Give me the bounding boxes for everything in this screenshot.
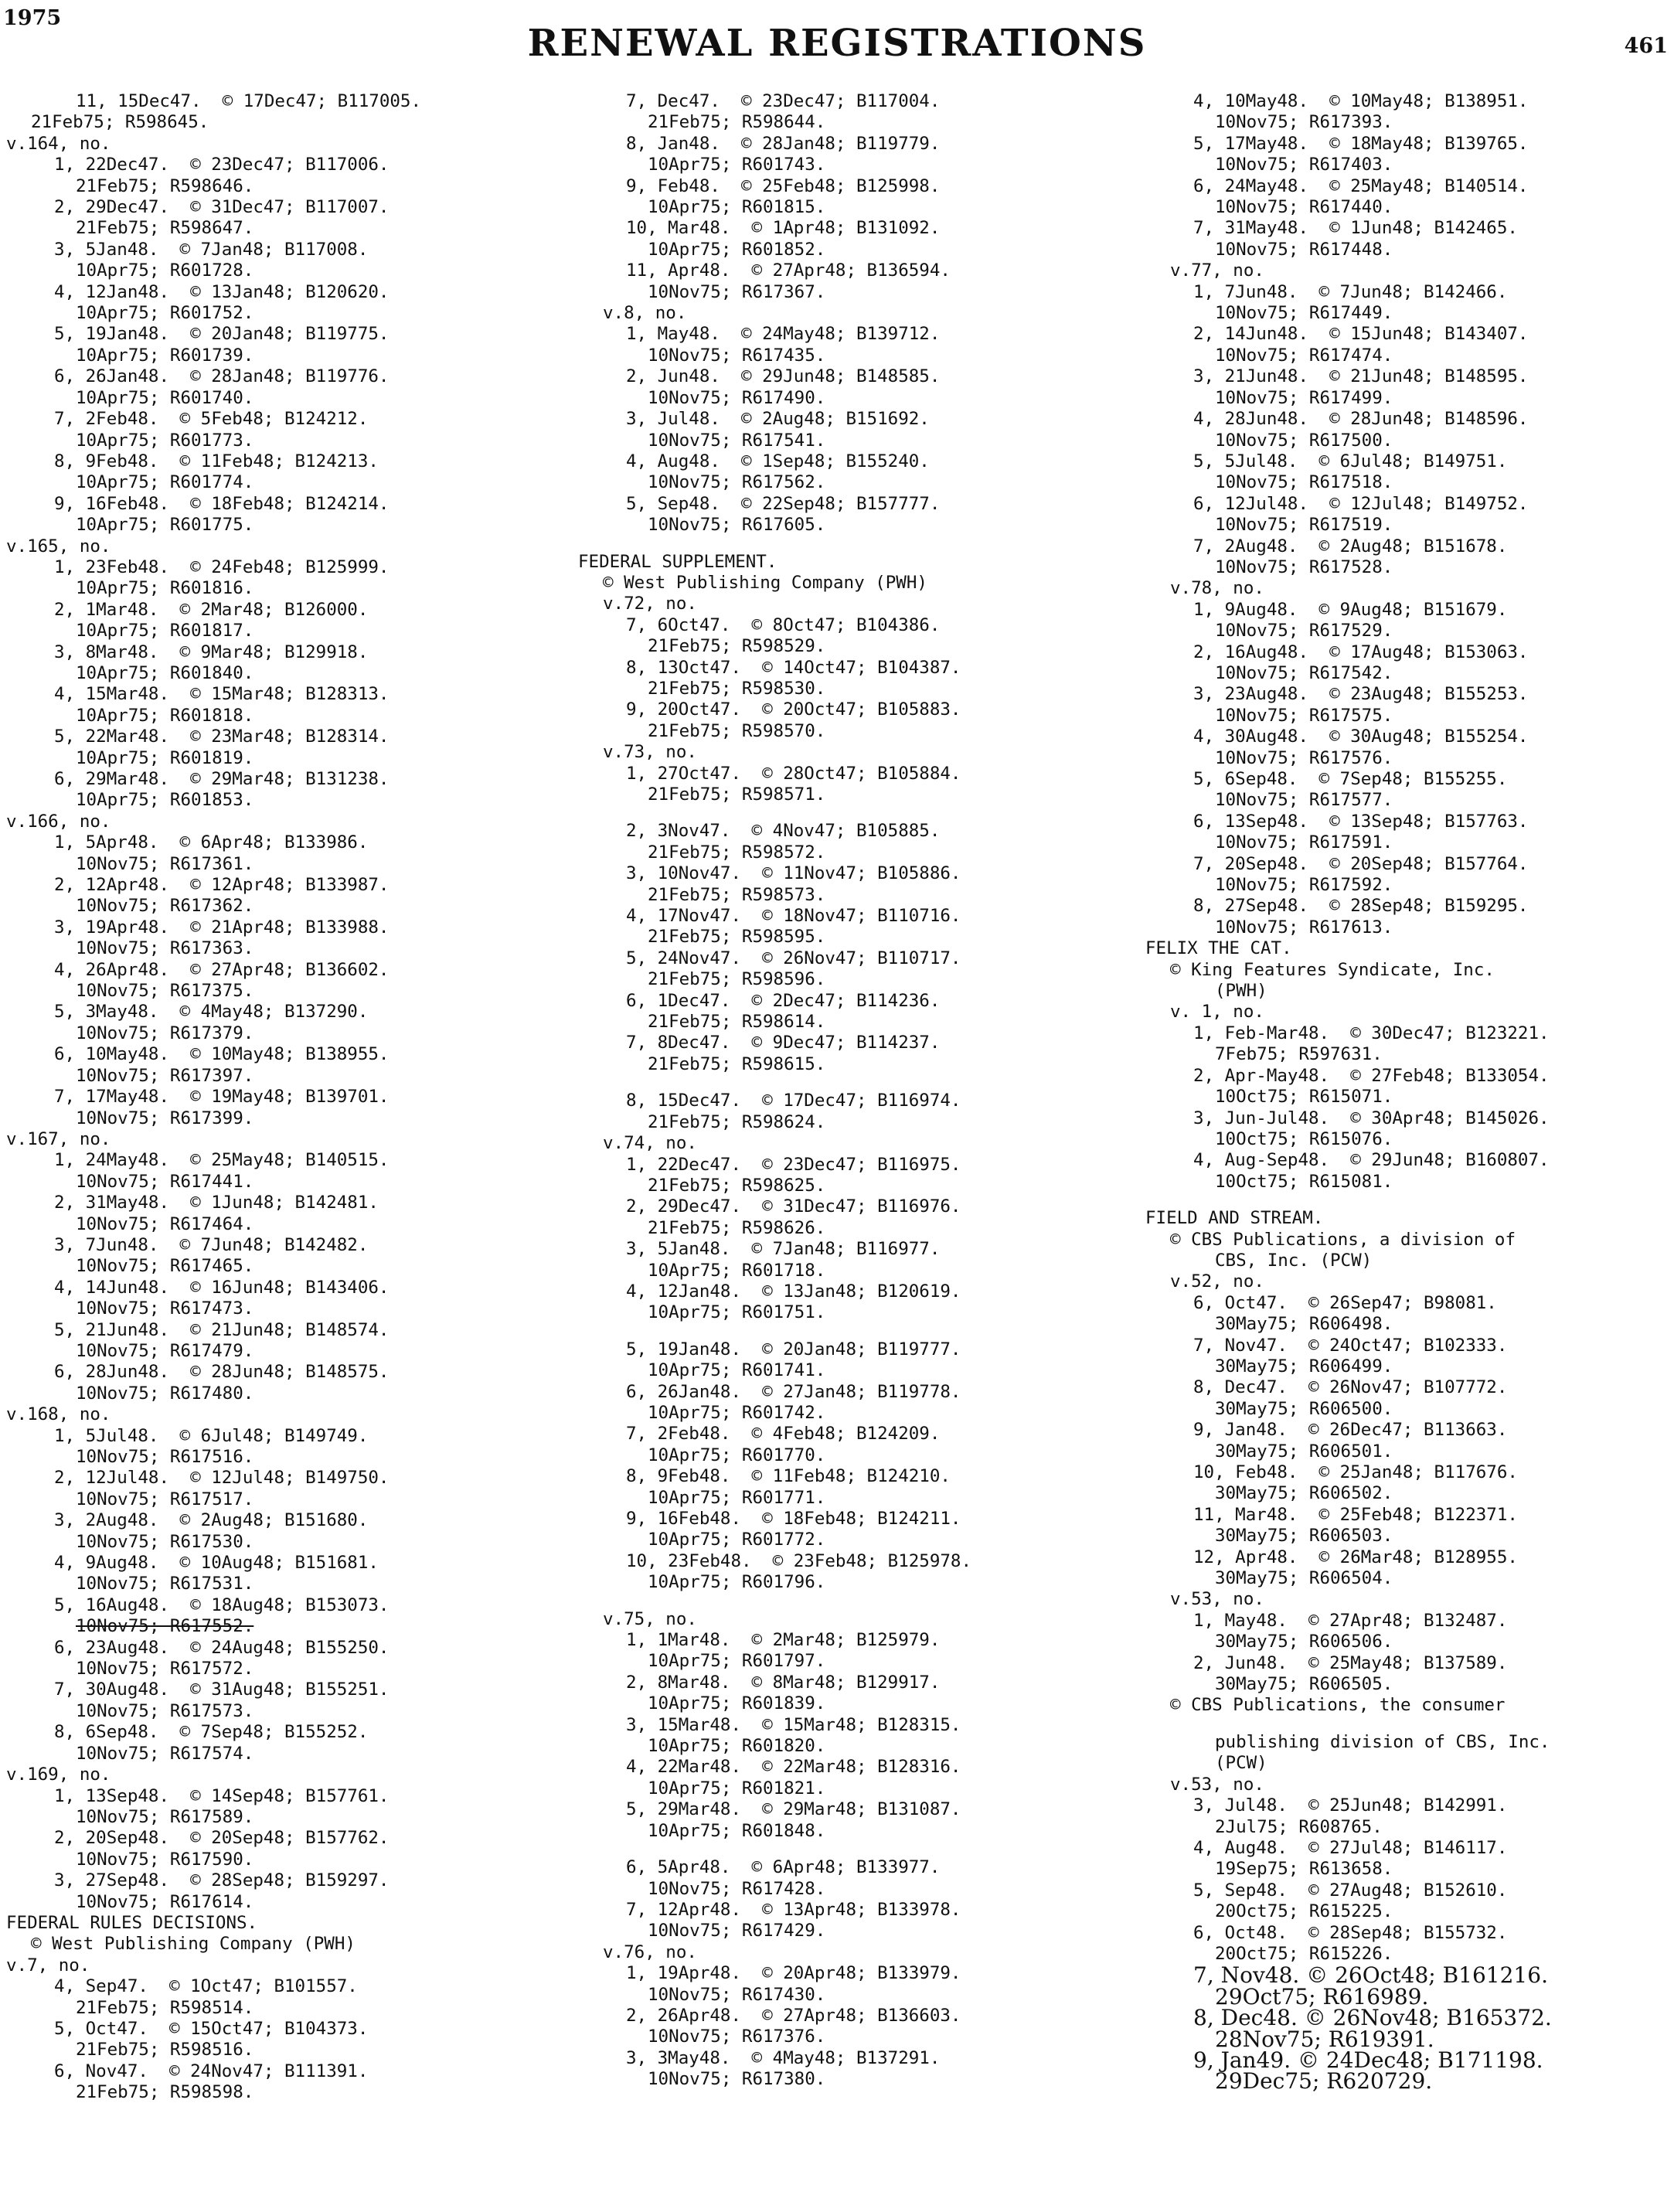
entry-line: 10Nov75; R617490. [648, 387, 826, 408]
entry-line: v. 1, no. [1170, 1002, 1264, 1023]
entry-line: 10Nov75; R617562. [648, 472, 826, 493]
entry-line: 21Feb75; R598529. [648, 636, 826, 657]
entry-line: 2, 20Sep48. © 20Sep48; B157762. [54, 1828, 390, 1849]
entry-line: v.52, no. [1170, 1271, 1264, 1292]
entry-line: 10Apr75; R601797. [648, 1651, 826, 1672]
entry-line: 4, 30Aug48. © 30Aug48; B155254. [1193, 727, 1529, 747]
entry-line: 10Apr75; R601773. [76, 430, 254, 451]
entry-line: 1, 23Feb48. © 24Feb48; B125999. [54, 556, 390, 577]
entry-line: 6, Nov47. © 24Nov47; B111391. [54, 2061, 369, 2081]
entry-line: 10Nov75; R617380. [648, 2069, 826, 2090]
entry-line: 10Nov75; R617577. [1215, 790, 1393, 811]
entry-line: 2, 14Jun48. © 15Jun48; B143407. [1193, 324, 1529, 345]
entry-line: 7, Nov48. © 26Oct48; B161216. [1193, 1962, 1548, 1989]
entry-line: 21Feb75; R598530. [648, 678, 826, 699]
entry-line: 10Nov75; R617572. [76, 1659, 254, 1679]
entry-line: 5, Oct47. © 15Oct47; B104373. [54, 2018, 369, 2039]
entry-line: 1, 24May48. © 25May48; B140515. [54, 1150, 390, 1171]
entry-line: 4, 22Mar48. © 22Mar48; B128316. [626, 1757, 961, 1778]
entry-line: 1, 5Apr48. © 6Apr48; B133986. [54, 832, 369, 853]
entry-line: v.53, no. [1170, 1589, 1264, 1610]
entry-line: 10Nov75; R617589. [76, 1806, 254, 1827]
entry-line: 12, Apr48. © 26Mar48; B128955. [1193, 1547, 1518, 1567]
entry-line: 3, 19Apr48. © 21Apr48; B133988. [54, 917, 390, 938]
entry-line: 3, Jul48. © 2Aug48; B151692. [626, 409, 930, 430]
entry-line: 3, Jun-Jul48. © 30Apr48; B145026. [1193, 1108, 1550, 1128]
entry-line: CBS, Inc. (PCW) [1215, 1250, 1373, 1271]
entry-line: 20Oct75; R615226. [1215, 1943, 1393, 1964]
entry-line: v.169, no. [6, 1764, 111, 1785]
entry-line: 21Feb75; R598570. [648, 720, 826, 741]
entry-line: 21Feb75; R598596. [648, 969, 826, 990]
entry-line: 10Nov75; R617429. [648, 1921, 826, 1941]
entry-line: 10Nov75; R617474. [1215, 345, 1393, 366]
entry-line: 7Feb75; R597631. [1215, 1044, 1383, 1065]
entry-line: 30May75; R606501. [1215, 1441, 1393, 1462]
entry-line: 6, 26Jan48. © 28Jan48; B119776. [54, 366, 390, 387]
entry-line: v.76, no. [603, 1941, 697, 1962]
entry-line: 3, 10Nov47. © 11Nov47; B105886. [626, 863, 961, 884]
entry-line: v.74, no. [603, 1133, 697, 1154]
entry-line: 10Apr75; R601816. [76, 578, 254, 599]
entry-line: 4, 26Apr48. © 27Apr48; B136602. [54, 959, 390, 980]
entry-line: 4, Aug-Sep48. © 29Jun48; B160807. [1193, 1150, 1550, 1171]
entry-line: 10Apr75; R601740. [76, 387, 254, 408]
entry-line: 30May75; R606500. [1215, 1398, 1393, 1419]
entry-line: 21Feb75; R598572. [648, 842, 826, 863]
entry-line: 10, 23Feb48. © 23Feb48; B125978. [626, 1550, 972, 1571]
entry-line: 21Feb75; R598598. [76, 2082, 254, 2103]
entry-line: 6, Oct47. © 26Sep47; B98081. [1193, 1292, 1497, 1313]
entry-line: 30May75; R606504. [1215, 1568, 1393, 1589]
entry-line: 6, Oct48. © 28Sep48; B155732. [1193, 1922, 1508, 1943]
entry-line: 10Apr75; R601774. [76, 472, 254, 493]
entry-line: 4, 10May48. © 10May48; B138951. [1193, 91, 1529, 111]
entry-line: 8, 15Dec47. © 17Dec47; B116974. [626, 1091, 961, 1111]
entry-line: 7, 31May48. © 1Jun48; B142465. [1193, 218, 1518, 239]
entry-line: 6, 12Jul48. © 12Jul48; B149752. [1193, 493, 1529, 514]
entry-line: 10Nov75; R617361. [76, 853, 254, 874]
entry-line: 2, 29Dec47. © 31Dec47; B116976. [626, 1196, 961, 1217]
entry-line: 10, Mar48. © 1Apr48; B131092. [626, 218, 941, 239]
entry-line: 3, 5Jan48. © 7Jan48; B116977. [626, 1239, 941, 1260]
entry-line: 7, 6Oct47. © 8Oct47; B104386. [626, 614, 941, 635]
entry-line: 10Nov75; R617449. [1215, 303, 1393, 324]
entry-line: v.164, no. [6, 133, 111, 154]
entry-line: v.7, no. [6, 1955, 90, 1975]
entry-line: 7, 2Aug48. © 2Aug48; B151678. [1193, 536, 1508, 556]
entry-line: 10Nov75; R617519. [1215, 515, 1393, 536]
entry-line: 10Nov75; R617428. [648, 1878, 826, 1899]
entry-line: 10Nov75; R617542. [1215, 662, 1393, 683]
entry-line: FEDERAL SUPPLEMENT. [578, 551, 777, 572]
entry-line: 10Nov75; R617530. [76, 1531, 254, 1552]
entry-line: 5, Sep48. © 27Aug48; B152610. [1193, 1880, 1508, 1901]
entry-line: 10Nov75; R617375. [76, 981, 254, 1002]
entry-line: 3, Jul48. © 25Jun48; B142991. [1193, 1795, 1508, 1816]
entry-line: 21Feb75; R598645. [31, 112, 209, 133]
entry-line: 4, Aug48. © 27Jul48; B146117. [1193, 1837, 1508, 1858]
entry-line: 10Apr75; R601839. [648, 1693, 826, 1714]
entry-line: 4, 9Aug48. © 10Aug48; B151681. [54, 1553, 379, 1574]
entry-line: 8, 27Sep48. © 28Sep48; B159295. [1193, 896, 1529, 917]
page-title: RENEWAL REGISTRATIONS [527, 22, 1147, 65]
entry-line: 5, Sep48. © 22Sep48; B157777. [626, 493, 941, 514]
entry-line: 30May75; R606498. [1215, 1314, 1393, 1335]
entry-line: 1, 5Jul48. © 6Jul48; B149749. [54, 1425, 369, 1446]
entry-line: 10Nov75; R617590. [76, 1849, 254, 1870]
entry-line: 10Apr75; R601840. [76, 662, 254, 683]
entry-line: 3, 15Mar48. © 15Mar48; B128315. [626, 1714, 961, 1735]
entry-line: 10Nov75; R617573. [76, 1700, 254, 1721]
entry-line: 10Nov75; R617379. [76, 1023, 254, 1043]
entry-line: v.78, no. [1170, 578, 1264, 599]
entry-line: 30May75; R606499. [1215, 1356, 1393, 1377]
text-column-left [6, 91, 570, 2212]
entry-line: v.166, no. [6, 811, 111, 832]
entry-line: 10Apr75; R601848. [648, 1820, 826, 1841]
entry-line: 10Nov75; R617517. [76, 1489, 254, 1509]
entry-line: 3, 27Sep48. © 28Sep48; B159297. [54, 1870, 390, 1891]
entry-line: 2, 12Jul48. © 12Jul48; B149750. [54, 1468, 390, 1489]
entry-line: 6, 28Jun48. © 28Jun48; B148575. [54, 1362, 390, 1383]
entry-line: 5, 16Aug48. © 18Aug48; B153073. [54, 1594, 390, 1615]
entry-line: 2, 26Apr48. © 27Apr48; B136603. [626, 2005, 961, 2026]
entry-line: 10Nov75; R617465. [76, 1256, 254, 1277]
entry-line: v.165, no. [6, 536, 111, 556]
entry-line: 7, Dec47. © 23Dec47; B117004. [626, 91, 941, 111]
entry-line: 3, 21Jun48. © 21Jun48; B148595. [1193, 366, 1529, 387]
entry-line: 2Jul75; R608765. [1215, 1816, 1383, 1837]
entry-line: 10Nov75; R617363. [76, 938, 254, 959]
entry-line: 19Sep75; R613658. [1215, 1859, 1393, 1880]
entry-line: © CBS Publications, a division of [1170, 1229, 1516, 1250]
entry-line: 10Oct75; R615081. [1215, 1171, 1393, 1192]
entry-line: 3, 5Jan48. © 7Jan48; B117008. [54, 239, 369, 260]
entry-line: 10Nov75; R617403. [1215, 155, 1393, 175]
entry-line: 8, 13Oct47. © 14Oct47; B104387. [626, 657, 961, 678]
entry-line: 21Feb75; R598647. [76, 218, 254, 239]
entry-line: 10Nov75; R617614. [76, 1891, 254, 1912]
entry-line: 10Nov75; R617516. [76, 1447, 254, 1467]
entry-line: 2, 16Aug48. © 17Aug48; B153063. [1193, 641, 1529, 662]
entry-line: 6, 29Mar48. © 29Mar48; B131238. [54, 769, 390, 789]
entry-line: 10Apr75; R601741. [648, 1360, 826, 1381]
entry-line: 10Nov75; R617376. [648, 2027, 826, 2047]
entry-line: 2, Jun48. © 25May48; B137589. [1193, 1652, 1508, 1673]
entry-line: 11, Apr48. © 27Apr48; B136594. [626, 260, 951, 281]
entry-line: 4, 15Mar48. © 15Mar48; B128313. [54, 684, 390, 705]
entry-line: 5, 29Mar48. © 29Mar48; B131087. [626, 1799, 961, 1820]
entry-line: 30May75; R606505. [1215, 1674, 1393, 1695]
entry-line: 10Apr75; R601739. [76, 345, 254, 366]
entry-line: 9, 16Feb48. © 18Feb48; B124211. [626, 1509, 961, 1529]
entry-line: 2, 31May48. © 1Jun48; B142481. [54, 1193, 379, 1213]
entry-line: 2, Jun48. © 29Jun48; B148585. [626, 366, 941, 387]
entry-line: © West Publishing Company (PWH) [31, 1934, 356, 1955]
entry-line: 21Feb75; R598646. [76, 175, 254, 196]
entry-line: v.167, no. [6, 1128, 111, 1149]
entry-line: 4, 12Jan48. © 13Jan48; B120619. [626, 1281, 961, 1302]
entry-line: 21Feb75; R598514. [76, 1997, 254, 2018]
entry-line: v.77, no. [1170, 260, 1264, 281]
entry-line: 10Nov75; R617393. [1215, 112, 1393, 133]
entry-line: 2, 1Mar48. © 2Mar48; B126000. [54, 599, 369, 620]
entry-line: 6, 26Jan48. © 27Jan48; B119778. [626, 1381, 961, 1402]
entry-line: 6, 23Aug48. © 24Aug48; B155250. [54, 1637, 390, 1658]
entry-line: 10Nov75; R617552. [76, 1616, 254, 1637]
entry-line: © CBS Publications, the consumer [1170, 1695, 1506, 1716]
entry-line: 2, 29Dec47. © 31Dec47; B117007. [54, 197, 390, 218]
entry-line: 21Feb75; R598595. [648, 927, 826, 948]
entry-line: 4, 17Nov47. © 18Nov47; B110716. [626, 906, 961, 927]
text-column-middle [578, 91, 1142, 2212]
entry-line: 5, 17May48. © 18May48; B139765. [1193, 133, 1529, 154]
entry-line: 10Nov75; R617613. [1215, 917, 1393, 938]
entry-line: 3, 7Jun48. © 7Jun48; B142482. [54, 1234, 369, 1255]
entry-line: 29Dec75; R620729. [1215, 2068, 1433, 2095]
entry-line: 10Nov75; R617440. [1215, 197, 1393, 218]
entry-line: 2, Apr-May48. © 27Feb48; B133054. [1193, 1065, 1550, 1086]
entry-line: 9, Feb48. © 25Feb48; B125998. [626, 175, 941, 196]
entry-line: v.53, no. [1170, 1774, 1264, 1795]
entry-line: 10Nov75; R617362. [76, 896, 254, 917]
entry-line: FELIX THE CAT. [1145, 938, 1292, 959]
entry-line: 10Nov75; R617529. [1215, 621, 1393, 641]
entry-line: 9, 16Feb48. © 18Feb48; B124214. [54, 493, 390, 514]
entry-line: v.73, no. [603, 742, 697, 763]
page-year: 1975 [3, 6, 62, 30]
entry-line: 7, 20Sep48. © 20Sep48; B157764. [1193, 853, 1529, 874]
entry-line: 1, 22Dec47. © 23Dec47; B116975. [626, 1154, 961, 1175]
entry-line: 10Oct75; R615076. [1215, 1128, 1393, 1149]
entry-line: 10Apr75; R601819. [76, 747, 254, 768]
entry-line: 10Nov75; R617576. [1215, 747, 1393, 768]
entry-line: 10Nov75; R617399. [76, 1108, 254, 1128]
entry-line: 10Apr75; R601770. [648, 1445, 826, 1465]
entry-line: 8, Dec48. © 26Nov48; B165372. [1193, 2005, 1552, 2031]
entry-line: 1, Feb-Mar48. © 30Dec47; B123221. [1193, 1023, 1550, 1043]
entry-line: 10Apr75; R601728. [76, 260, 254, 281]
entry-line: 6, 1Dec47. © 2Dec47; B114236. [626, 990, 941, 1011]
entry-line: 3, 8Mar48. © 9Mar48; B129918. [54, 641, 369, 662]
entry-line: 10Apr75; R601820. [648, 1736, 826, 1757]
entry-line: 5, 22Mar48. © 23Mar48; B128314. [54, 727, 390, 747]
entry-line: 5, 3May48. © 4May48; B137290. [54, 1002, 369, 1023]
entry-line: 21Feb75; R598624. [648, 1111, 826, 1132]
entry-line: 10, Feb48. © 25Jan48; B117676. [1193, 1462, 1518, 1482]
entry-line: v.72, no. [603, 594, 697, 614]
entry-line: 4, 12Jan48. © 13Jan48; B120620. [54, 281, 390, 302]
entry-line: 21Feb75; R598516. [76, 2040, 254, 2061]
entry-line: 10Apr75; R601821. [648, 1778, 826, 1799]
entry-line: v.8, no. [603, 303, 687, 324]
entry-line: 10Apr75; R601852. [648, 239, 826, 260]
entry-line: 10Nov75; R617430. [648, 1984, 826, 2005]
entry-line: 1, 9Aug48. © 9Aug48; B151679. [1193, 599, 1508, 620]
entry-line: 10Apr75; R601743. [648, 155, 826, 175]
entry-line: 21Feb75; R598571. [648, 784, 826, 805]
entry-line: (PWH) [1215, 981, 1267, 1002]
entry-line: 10Apr75; R601817. [76, 621, 254, 641]
entry-line: 5, 21Jun48. © 21Jun48; B148574. [54, 1319, 390, 1340]
entry-line: 7, 2Feb48. © 4Feb48; B124209. [626, 1424, 941, 1445]
entry-line: 20Oct75; R615225. [1215, 1901, 1393, 1922]
entry-line: 8, Dec47. © 26Nov47; B107772. [1193, 1377, 1508, 1398]
entry-line: 6, 24May48. © 25May48; B140514. [1193, 175, 1529, 196]
entry-line: 1, 7Jun48. © 7Jun48; B142466. [1193, 281, 1508, 302]
entry-line: 10Nov75; R617441. [76, 1171, 254, 1192]
entry-line: 4, Sep47. © 1Oct47; B101557. [54, 1976, 358, 1997]
entry-line: 5, 6Sep48. © 7Sep48; B155255. [1193, 769, 1508, 789]
entry-line: 10Nov75; R617397. [76, 1065, 254, 1086]
entry-line: 10Apr75; R601772. [648, 1530, 826, 1550]
entry-line: 10Oct75; R615071. [1215, 1087, 1393, 1108]
text-column-right [1145, 91, 1672, 2212]
entry-line: 1, 27Oct47. © 28Oct47; B105884. [626, 763, 961, 784]
entry-line: 10Nov75; R617575. [1215, 705, 1393, 726]
entry-line: 1, May48. © 24May48; B139712. [626, 324, 941, 345]
entry-line: 21Feb75; R598626. [648, 1217, 826, 1238]
entry-line: publishing division of CBS, Inc. [1215, 1731, 1550, 1752]
entry-line: 2, 3Nov47. © 4Nov47; B105885. [626, 821, 941, 842]
entry-line: 10Nov75; R617480. [76, 1383, 254, 1404]
entry-line: 8, 9Feb48. © 11Feb48; B124210. [626, 1466, 951, 1487]
entry-line: 4, 14Jun48. © 16Jun48; B143406. [54, 1277, 390, 1298]
entry-line: 7, 2Feb48. © 5Feb48; B124212. [54, 409, 369, 430]
page-number: 461 [1624, 34, 1668, 58]
entry-line: 10Nov75; R617591. [1215, 832, 1393, 853]
entry-line: 30May75; R606506. [1215, 1632, 1393, 1652]
entry-line: 8, Jan48. © 28Jan48; B119779. [626, 133, 941, 154]
entry-line: 10Nov75; R617499. [1215, 387, 1393, 408]
entry-line: FEDERAL RULES DECISIONS. [6, 1912, 258, 1933]
entry-line: 3, 2Aug48. © 2Aug48; B151680. [54, 1510, 369, 1531]
entry-line: 7, Nov47. © 24Oct47; B102333. [1193, 1335, 1508, 1356]
entry-line: 21Feb75; R598573. [648, 884, 826, 905]
entry-line: 10Nov75; R617473. [76, 1298, 254, 1319]
entry-line: 10Nov75; R617574. [76, 1743, 254, 1764]
entry-line: 2, 12Apr48. © 12Apr48; B133987. [54, 875, 390, 896]
entry-line: 11, 15Dec47. © 17Dec47; B117005. [76, 91, 422, 111]
entry-line: 10Nov75; R617464. [76, 1213, 254, 1234]
entry-line: © King Features Syndicate, Inc. [1170, 959, 1495, 980]
entry-line: 7, 12Apr48. © 13Apr48; B133978. [626, 1899, 961, 1920]
entry-line: 10Apr75; R601752. [76, 303, 254, 324]
entry-line: 7, 8Dec47. © 9Dec47; B114237. [626, 1033, 941, 1053]
entry-line: 10Apr75; R601853. [76, 790, 254, 811]
entry-line: 2, 8Mar48. © 8Mar48; B129917. [626, 1672, 941, 1693]
entry-line: 21Feb75; R598625. [648, 1175, 826, 1196]
entry-line: 10Apr75; R601718. [648, 1260, 826, 1281]
entry-line: 10Nov75; R617367. [648, 281, 826, 302]
entry-line: 6, 10May48. © 10May48; B138955. [54, 1044, 390, 1065]
entry-line: 10Apr75; R601775. [76, 515, 254, 536]
entry-line: 1, 22Dec47. © 23Dec47; B117006. [54, 155, 390, 175]
entry-line: 10Apr75; R601796. [648, 1572, 826, 1593]
entry-line: 29Oct75; R616989. [1215, 1983, 1429, 2010]
entry-line: 8, 9Feb48. © 11Feb48; B124213. [54, 451, 379, 471]
entry-line: 10Nov75; R617531. [76, 1574, 254, 1594]
entry-line: 1, May48. © 27Apr48; B132487. [1193, 1610, 1508, 1631]
entry-line: 10Apr75; R601742. [648, 1402, 826, 1423]
entry-line: 5, 19Jan48. © 20Jan48; B119777. [626, 1339, 961, 1360]
entry-line: 10Nov75; R617435. [648, 345, 826, 366]
entry-line: 21Feb75; R598614. [648, 1012, 826, 1033]
entry-line: 5, 5Jul48. © 6Jul48; B149751. [1193, 451, 1508, 471]
entry-line: © West Publishing Company (PWH) [603, 572, 927, 593]
entry-line: 7, 17May48. © 19May48; B139701. [54, 1087, 390, 1108]
entry-line: v.168, no. [6, 1404, 111, 1425]
entry-line: 10Nov75; R617528. [1215, 556, 1393, 577]
entry-line: 5, 24Nov47. © 26Nov47; B110717. [626, 948, 961, 968]
entry-line: 10Nov75; R617500. [1215, 430, 1393, 451]
entry-line: 9, Jan49. © 24Dec48; B171198. [1193, 2047, 1543, 2073]
entry-line: 10Nov75; R617518. [1215, 472, 1393, 493]
entry-line: 10Apr75; R601771. [648, 1487, 826, 1508]
entry-line: 3, 23Aug48. © 23Aug48; B155253. [1193, 684, 1529, 705]
entry-line: 11, Mar48. © 25Feb48; B122371. [1193, 1504, 1518, 1525]
entry-line: 7, 30Aug48. © 31Aug48; B155251. [54, 1679, 390, 1700]
entry-line: 10Nov75; R617592. [1215, 875, 1393, 896]
entry-line: 9, Jan48. © 26Dec47; B113663. [1193, 1420, 1508, 1441]
entry-line: 10Nov75; R617479. [76, 1340, 254, 1361]
entry-line: (PCW) [1215, 1753, 1267, 1774]
entry-line: 6, 13Sep48. © 13Sep48; B157763. [1193, 811, 1529, 832]
entry-line: 10Nov75; R617541. [648, 430, 826, 451]
entry-line: 4, 28Jun48. © 28Jun48; B148596. [1193, 409, 1529, 430]
entry-line: 3, 3May48. © 4May48; B137291. [626, 2047, 941, 2068]
entry-line: FIELD AND STREAM. [1145, 1208, 1324, 1229]
entry-line: 21Feb75; R598615. [648, 1053, 826, 1074]
entry-line: 21Feb75; R598644. [648, 112, 826, 133]
entry-line: 8, 6Sep48. © 7Sep48; B155252. [54, 1722, 369, 1743]
entry-line: 4, Aug48. © 1Sep48; B155240. [626, 451, 930, 471]
entry-line: 10Apr75; R601751. [648, 1302, 826, 1323]
entry-line: 1, 13Sep48. © 14Sep48; B157761. [54, 1785, 390, 1806]
entry-line: v.75, no. [603, 1608, 697, 1629]
entry-line: 10Nov75; R617448. [1215, 239, 1393, 260]
entry-line: 5, 19Jan48. © 20Jan48; B119775. [54, 324, 390, 345]
entry-line: 1, 19Apr48. © 20Apr48; B133979. [626, 1963, 961, 1984]
entry-line: 28Nov75; R619391. [1215, 2026, 1434, 2052]
entry-line: 10Nov75; R617605. [648, 515, 826, 536]
entry-line: 6, 5Apr48. © 6Apr48; B133977. [626, 1857, 941, 1878]
entry-line: 30May75; R606502. [1215, 1483, 1393, 1504]
entry-line: 30May75; R606503. [1215, 1526, 1393, 1547]
entry-line: 10Apr75; R601815. [648, 197, 826, 218]
entry-line: 9, 20Oct47. © 20Oct47; B105883. [626, 699, 961, 720]
entry-line: 10Apr75; R601818. [76, 705, 254, 726]
entry-line: 1, 1Mar48. © 2Mar48; B125979. [626, 1630, 941, 1651]
